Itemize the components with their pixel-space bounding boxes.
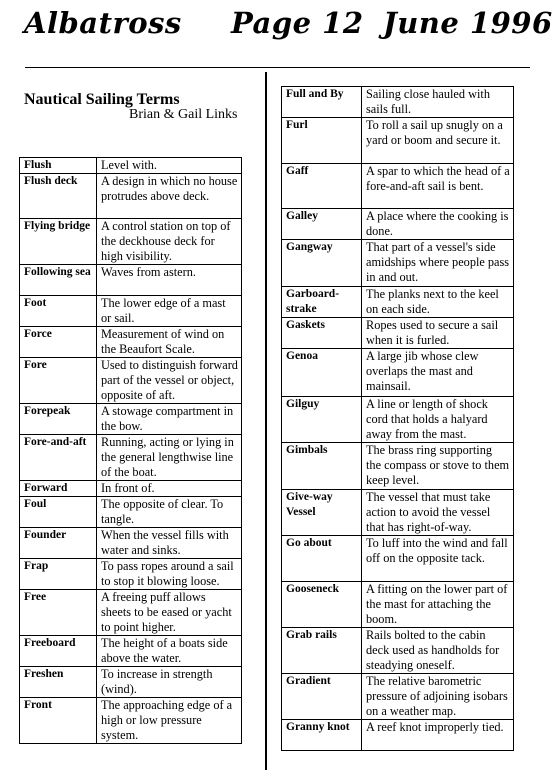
term-cell: Flying bridge (20, 219, 97, 265)
glossary-row (20, 481, 242, 497)
term-cell: Flush (20, 158, 97, 174)
glossary-row (20, 174, 242, 219)
glossary-row (282, 287, 514, 318)
term-cell: Frap (20, 559, 97, 590)
definition-cell: To pass ropes around a sail to stop it blowing loose. (97, 559, 242, 590)
definition-cell: Ropes used to secure a sail when it is furled. (362, 318, 514, 349)
definition-cell: The brass ring supporting the compass or stove to them keep level. (362, 443, 514, 490)
definition-cell: The relative barometric pressure of adjoining isobars on a weather map. (362, 674, 514, 720)
term-cell: Freeboard (20, 636, 97, 667)
term-cell: Gilguy (282, 397, 362, 443)
glossary-row (20, 158, 242, 174)
definition-cell: A line or length of shock cord that holds a halyard away from the mast. (362, 397, 514, 443)
issue-date: June 1996 (383, 6, 553, 40)
glossary-row (282, 582, 514, 628)
definition-cell: A stowage compartment in the bow. (97, 404, 242, 435)
article-byline: Brian & Gail Links (129, 107, 238, 122)
glossary-row (282, 318, 514, 349)
glossary-row (282, 443, 514, 490)
term-cell: Genoa (282, 349, 362, 397)
glossary-row (282, 536, 514, 582)
definition-cell: A design in which no house protrudes above deck. (97, 174, 242, 219)
page-number: Page 12 (231, 6, 364, 40)
term-cell: Gooseneck (282, 582, 362, 628)
term-cell: Foot (20, 296, 97, 327)
term-cell: Forward (20, 481, 97, 497)
glossary-row (282, 674, 514, 720)
definition-cell: Measurement of wind on the Beaufort Scale. (97, 327, 242, 358)
glossary-row (20, 497, 242, 528)
definition-cell: Running, acting or lying in the general lengthwise line of the boat. (97, 435, 242, 481)
glossary-row (282, 118, 514, 164)
glossary-row (20, 296, 242, 327)
term-cell: Fore-and-aft (20, 435, 97, 481)
term-cell: Fore (20, 358, 97, 404)
definition-cell: When the vessel fills with water and sinks. (97, 528, 242, 559)
glossary-row (20, 435, 242, 481)
glossary-row (20, 559, 242, 590)
definition-cell: The height of a boats side above the water. (97, 636, 242, 667)
term-cell: Grab rails (282, 628, 362, 674)
definition-cell: Waves from astern. (97, 265, 242, 296)
term-cell: Go about (282, 536, 362, 582)
glossary-row (282, 720, 514, 751)
glossary-row (20, 404, 242, 435)
term-cell: Front (20, 698, 97, 744)
definition-cell: The planks next to the keel on each side. (362, 287, 514, 318)
header-divider (25, 67, 530, 68)
definition-cell: The opposite of clear. To tangle. (97, 497, 242, 528)
definition-cell: A reef knot improperly tied. (362, 720, 514, 751)
definition-cell: In front of. (97, 481, 242, 497)
term-cell: Founder (20, 528, 97, 559)
glossary-row (282, 87, 514, 118)
glossary-row (20, 327, 242, 358)
newsletter-title: Albatross (24, 6, 182, 40)
glossary-row (282, 209, 514, 240)
glossary-row (282, 349, 514, 397)
definition-cell: A fitting on the lower part of the mast for attaching the boom. (362, 582, 514, 628)
term-cell: Gaff (282, 164, 362, 209)
glossary-table-right (281, 86, 514, 751)
definition-cell: A freeing puff allows sheets to be eased or yacht to point higher. (97, 590, 242, 636)
term-cell: Full and By (282, 87, 362, 118)
definition-cell: Sailing close hauled with sails full. (362, 87, 514, 118)
glossary-row (20, 265, 242, 296)
term-cell: Forepeak (20, 404, 97, 435)
term-cell: Garboard-strake (282, 287, 362, 318)
term-cell: Following sea (20, 265, 97, 296)
definition-cell: The lower edge of a mast or sail. (97, 296, 242, 327)
term-cell: Give-way Vessel (282, 490, 362, 536)
definition-cell: The vessel that must take action to avoid the vessel that has right-of-way. (362, 490, 514, 536)
definition-cell: To luff into the wind and fall off on the opposite tack. (362, 536, 514, 582)
definition-cell: A spar to which the head of a fore-and-aft sail is bent. (362, 164, 514, 209)
definition-cell: Level with. (97, 158, 242, 174)
definition-cell: To increase in strength (wind). (97, 667, 242, 698)
glossary-row (20, 636, 242, 667)
term-cell: Furl (282, 118, 362, 164)
term-cell: Gaskets (282, 318, 362, 349)
definition-cell: A place where the cooking is done. (362, 209, 514, 240)
glossary-row (282, 628, 514, 674)
glossary-row (282, 397, 514, 443)
glossary-row (20, 698, 242, 744)
term-cell: Flush deck (20, 174, 97, 219)
article-title: Nautical Sailing Terms (24, 91, 180, 108)
term-cell: Galley (282, 209, 362, 240)
term-cell: Freshen (20, 667, 97, 698)
glossary-row (282, 240, 514, 287)
definition-cell: That part of a vessel's side amidships where people pass in and out. (362, 240, 514, 287)
definition-cell: To roll a sail up snugly on a yard or boom and secure it. (362, 118, 514, 164)
glossary-row (20, 358, 242, 404)
definition-cell: Rails bolted to the cabin deck used as handholds for steadying oneself. (362, 628, 514, 674)
term-cell: Force (20, 327, 97, 358)
term-cell: Free (20, 590, 97, 636)
glossary-row (20, 219, 242, 265)
definition-cell: A large jib whose clew overlaps the mast and mainsail. (362, 349, 514, 397)
glossary-row (282, 490, 514, 536)
term-cell: Gradient (282, 674, 362, 720)
column-divider (265, 72, 267, 770)
glossary-row (20, 528, 242, 559)
term-cell: Gangway (282, 240, 362, 287)
definition-cell: Used to distinguish forward part of the vessel or object, opposite of aft. (97, 358, 242, 404)
glossary-row (20, 667, 242, 698)
definition-cell: The approaching edge of a high or low pressure system. (97, 698, 242, 744)
glossary-row (20, 590, 242, 636)
definition-cell: A control station on top of the deckhouse deck for high visibility. (97, 219, 242, 265)
term-cell: Granny knot (282, 720, 362, 751)
glossary-table-left (19, 157, 242, 744)
term-cell: Foul (20, 497, 97, 528)
term-cell: Gimbals (282, 443, 362, 490)
glossary-row (282, 164, 514, 209)
